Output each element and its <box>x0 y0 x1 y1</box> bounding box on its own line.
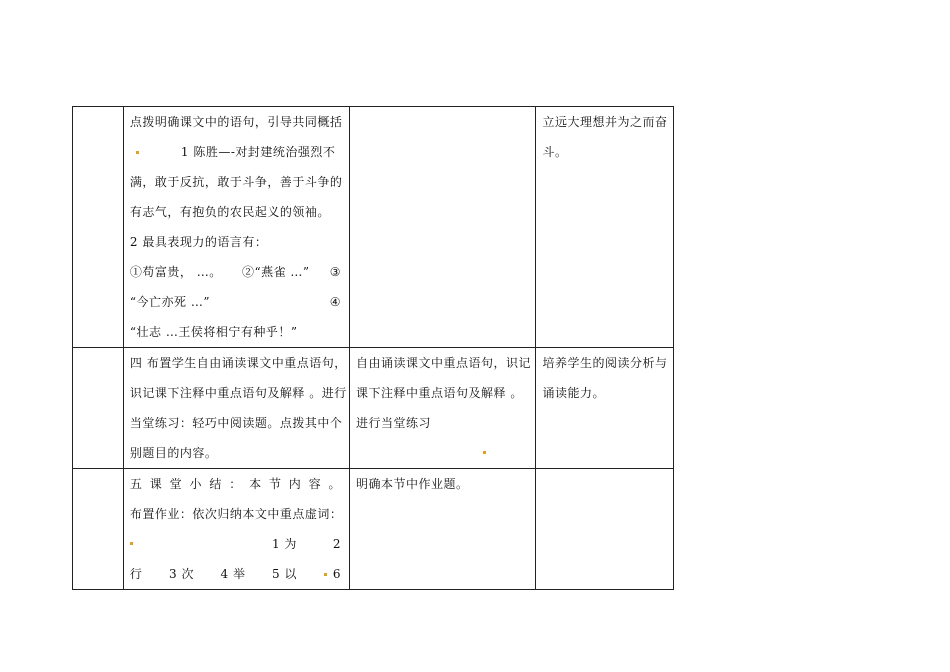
teacher-activity-cell <box>123 469 349 590</box>
summary-char: ： <box>229 477 242 491</box>
stage-cell <box>73 348 124 469</box>
student-activity-cell <box>350 348 536 469</box>
text-line <box>130 137 341 167</box>
text-line: 明确本节中作业题。 <box>356 477 469 491</box>
quote-item: ④ <box>329 295 342 309</box>
term-item: 行 <box>129 567 143 581</box>
summary-char: 。 <box>328 477 342 491</box>
text-line: 培养学生的阅读分析与 <box>542 356 668 370</box>
text-line: 有志气，有抱负的农民起义的领袖。 <box>129 205 330 219</box>
design-intent-cell <box>536 107 674 348</box>
text-line: 立远大理想并为之而奋 <box>542 115 668 129</box>
text-line: 自由诵读课文中重点语句，识记 <box>356 356 532 370</box>
summary-char: 小 <box>189 477 203 491</box>
student-activity-cell <box>350 469 536 590</box>
summary-char: 堂 <box>169 477 183 491</box>
table-row <box>73 107 674 348</box>
text-line-content: 1 陈胜—-对封建统治强烈不 <box>180 145 336 159</box>
table-row <box>73 348 674 469</box>
term-item: 3 次 <box>169 567 194 581</box>
text-line: 诵读能力。 <box>542 386 605 400</box>
lesson-plan-table <box>72 106 674 590</box>
stage-cell <box>73 469 124 590</box>
summary-char: 课 <box>149 477 163 491</box>
design-intent-cell <box>536 469 674 590</box>
design-intent-cell <box>536 348 674 469</box>
summary-char: 节 <box>268 477 282 491</box>
text-line: 当堂练习：轻巧中阅读题。点拨其中个 <box>129 416 343 430</box>
text-line: 2 最具表现力的语言有： <box>129 235 268 249</box>
term-item: 5 以 <box>272 567 297 581</box>
text-line: 布置作业：依次归纳本文中重点虚词： <box>129 507 343 521</box>
term-item: 4 举 <box>220 567 246 581</box>
text-line <box>130 469 341 499</box>
summary-char: 结 <box>209 477 222 491</box>
table-row <box>73 469 674 590</box>
term-group <box>272 529 341 559</box>
text-line <box>130 287 341 317</box>
quote-item: ③ <box>329 265 342 279</box>
quote-item: “今亡亦死 …” <box>129 295 211 309</box>
text-line <box>130 257 341 287</box>
highlight-mark-icon <box>130 542 133 545</box>
highlight-mark-icon <box>324 573 327 576</box>
term-item: 6 <box>324 559 341 589</box>
quote-item: ②“燕雀 …” <box>241 265 310 279</box>
term-item: 2 <box>332 537 342 551</box>
term-item: 1 为 <box>271 537 297 551</box>
text-line: 识记课下注释中重点语句及解释 。进行 <box>129 386 347 400</box>
summary-char: 本 <box>249 477 262 491</box>
teacher-activity-cell <box>123 348 349 469</box>
text-line: 课下注释中重点语句及解释 。 <box>356 386 523 400</box>
highlight-mark-icon <box>483 451 486 454</box>
text-line <box>130 559 341 589</box>
text-line: 进行当堂练习 <box>356 416 432 430</box>
summary-char: 五 <box>129 477 143 491</box>
teacher-activity-cell <box>123 107 349 348</box>
student-activity-cell <box>350 107 536 348</box>
text-line: “壮志 …王侯将相宁有种乎！” <box>129 325 298 339</box>
quote-item: ①苟富贵， …。 <box>129 265 222 279</box>
text-line: 点拨明确课文中的语句，引导共同概括 <box>129 115 343 129</box>
text-line: 别题目的内容。 <box>129 446 218 460</box>
summary-char: 内 <box>288 477 302 491</box>
highlight-mark-icon <box>136 151 139 154</box>
text-line: 四 布置学生自由诵读课文中重点语句， <box>129 356 347 370</box>
summary-char: 容 <box>308 477 322 491</box>
text-line <box>130 529 341 559</box>
text-line: 斗。 <box>542 145 568 159</box>
text-line: 满，敢于反抗，敢于斗争，善于斗争的 <box>129 175 343 189</box>
stage-cell <box>73 107 124 348</box>
